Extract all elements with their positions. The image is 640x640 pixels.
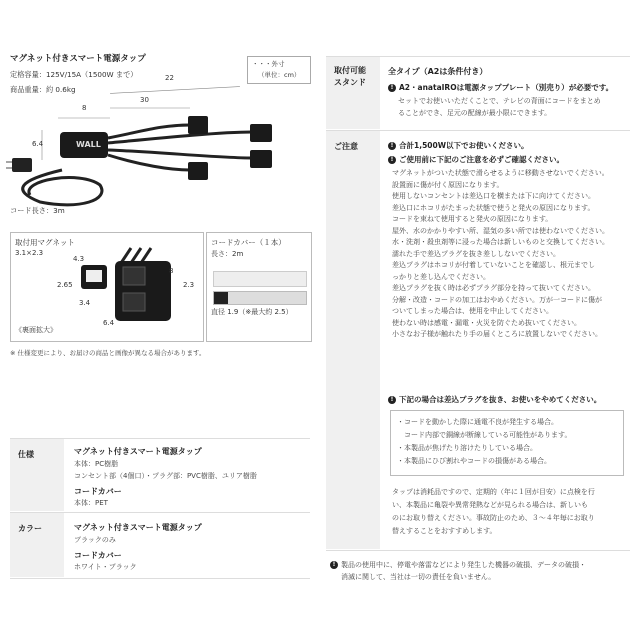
cover-title: コードカバー（１本） [211, 238, 286, 247]
caution-note-2-text: ご使用前に下記のご注意を必ずご確認ください。 [399, 155, 564, 164]
replacement-line: い、本製品に亀裂や異常発熱などが見られる場合は、新しいも [392, 501, 588, 509]
caution-line: 水・洗剤・殺虫剤等に浸った場合は新しいものと交換してください。 [392, 238, 609, 246]
caution-note-1-text: 合計1,500W以下でお使いください。 [399, 141, 529, 150]
dim-22: 22 [165, 74, 174, 82]
caution-label-cell [326, 131, 380, 549]
caution-line: 濡れた手で差込プラグを抜き差ししないでください。 [392, 249, 560, 258]
magnet-diagram [71, 243, 201, 333]
condition-item: ・本製品にひび割れやコードの損傷がある場合。 [397, 457, 551, 465]
mount-note [388, 82, 613, 93]
hub-logo: WALL [76, 140, 101, 149]
footer-line-2: 消滅に関して、当社は一切の責任を負いません。 [341, 573, 496, 581]
color-tap-value: ブラックのみ [74, 536, 116, 544]
rating-text: 定格容量：125V/15A（1500W まで） [10, 70, 138, 79]
cover-black-image [213, 291, 307, 305]
exclamation-icon: ! [388, 396, 396, 404]
exclamation-icon: ! [388, 142, 396, 150]
caution-line: 分解・改造・コードの加工はおやめください。万が一コードに傷が [392, 295, 602, 304]
mount-line-1: セットでお使いいただくことで、テレビの背面にコードをまとめ [398, 97, 601, 105]
cover-panel [206, 232, 312, 342]
replacement-note [392, 486, 595, 538]
magnet-dim-2-65: 2.65 [57, 281, 73, 289]
magnet-dim-3-4: 3.4 [79, 299, 91, 307]
exclamation-icon: ! [330, 561, 338, 569]
color-label: カラー [18, 524, 42, 533]
caution-note-3-text: 下記の場合は差込プラグを抜き、お使いをやめてください。 [399, 395, 602, 404]
mount-title: 全タイプ（A2は条件付き） [388, 67, 488, 76]
replacement-line: タップは消耗品ですので、定期的（年に１回が目安）に点検を行 [392, 488, 595, 496]
spec-tap-parts: コンセント部（4個口）・プラグ部：PVC樹脂、ユリア樹脂 [74, 472, 257, 480]
dim-30: 30 [140, 96, 149, 104]
cover-diameter: 直径 1.9（※最大約 2.5） [211, 308, 293, 316]
caution-line: 設置面に傷が付く原因になります。 [392, 180, 504, 189]
spec-tap-body: 本体：PC樹脂 [74, 460, 119, 468]
exclamation-icon: ! [388, 84, 396, 92]
caution-line: ついてしまった場合は、使用を中止してください。 [392, 307, 553, 315]
caution-line: っかりと差し込んでください。 [392, 272, 490, 281]
footer-line-1-text: 製品の使用中に、停電や落雷などにより発生した機器の破損、データの破損・ [341, 561, 586, 569]
caution-list [392, 168, 609, 341]
magnet-panel [10, 232, 204, 342]
unit-legend-outer: ・・・外寸 [252, 60, 285, 68]
caution-note-3 [388, 394, 601, 405]
color-cover-title: コードカバー [74, 551, 122, 560]
mount-label-2: スタンド [334, 78, 366, 87]
caution-line: 小さなお子様が触れたり手の届くところに放置しないでください。 [392, 330, 602, 338]
condition-item: ・本製品が焦げたり溶けたりしている場合。 [397, 444, 537, 452]
magnet-dim-8: 8 [169, 267, 174, 275]
caution-line: 差込プラグはホコリが付着していないことを確認し、根元までし [392, 261, 595, 269]
color-cover-value: ホワイト・ブラック [74, 563, 137, 571]
condition-item: コード内部で銅線が断線している可能性があります。 [397, 431, 572, 439]
color-label-cell [10, 513, 64, 577]
power-strip-diagram [0, 70, 320, 220]
magnet-dim-6-4: 6.4 [103, 319, 115, 327]
unit-legend-unit: （単位：cm） [258, 71, 301, 79]
spec-tap-title: マグネット付きスマート電源タップ [74, 447, 202, 456]
spec-cover-title: コードカバー [74, 487, 122, 496]
spec-label-cell [10, 439, 64, 511]
caution-label: ご注意 [334, 142, 358, 151]
mount-label-cell [326, 57, 380, 129]
mount-note-text: A2・anataIROは電源タッププレート（別売り）が必要です。 [399, 83, 614, 92]
caution-line: 使わない時は感電・漏電・火災を防ぐため抜いてください。 [392, 318, 581, 327]
dim-8: 8 [82, 104, 87, 112]
product-title: マグネット付きスマート電源タップ [10, 54, 146, 64]
replacement-line: 替えすることをおすすめします。 [392, 527, 497, 535]
caution-line: マグネットがついた状態で滑らせるように移動させないでください。 [392, 169, 609, 177]
mount-label-1: 取付可能 [334, 66, 366, 75]
mount-line-2: ることができ、足元の配線が最小限にできます。 [398, 109, 552, 117]
dim-6-4: 6.4 [32, 140, 44, 148]
replacement-line: のにお取り替えください。事故防止のため、３〜４年毎にお取り [392, 514, 595, 522]
caution-line: 屋外、水のかかりやすい所、湿気の多い所では使わないでください。 [392, 226, 609, 235]
spec-label: 仕様 [18, 450, 34, 459]
color-tap-title: マグネット付きスマート電源タップ [74, 523, 202, 532]
weight-text: 商品重量：約 0.6kg [10, 85, 76, 94]
cord-length: コード長さ：3m [10, 206, 65, 215]
magnet-title: 取付用マグネット [15, 238, 75, 247]
magnet-back-label: 《裏面拡大》 [15, 326, 57, 334]
magnet-size: 3.1×2.3 [15, 249, 44, 257]
caution-note-2 [388, 154, 564, 165]
disclaimer: ※ 仕様変更により、お届けの商品と画像が異なる場合があります。 [10, 349, 206, 357]
cover-length: 長さ：2m [211, 250, 244, 258]
caution-note-1 [388, 140, 529, 151]
caution-line: コードを束ねて使用すると発火の原因になります。 [392, 215, 553, 223]
caution-line: 使用しないコンセントは差込口を横または下に向けてください。 [392, 192, 595, 200]
exclamation-icon: ! [388, 156, 396, 164]
cover-white-image [213, 271, 307, 287]
spec-cover-body: 本体：PET [74, 499, 108, 507]
magnet-dim-4-3: 4.3 [73, 255, 85, 263]
footer-line-1 [330, 560, 586, 570]
caution-line: 差込プラグを抜く時は必ずプラグ部分を持って抜いてください。 [392, 284, 595, 292]
condition-item: ・コードを動かした際に通電不良が発生する場合。 [397, 418, 558, 426]
unplug-conditions-box [390, 410, 624, 476]
caution-line: 差込口にホコリがたまった状態で使うと発火の原因になります。 [392, 203, 595, 212]
magnet-dim-2-3: 2.3 [183, 281, 195, 289]
